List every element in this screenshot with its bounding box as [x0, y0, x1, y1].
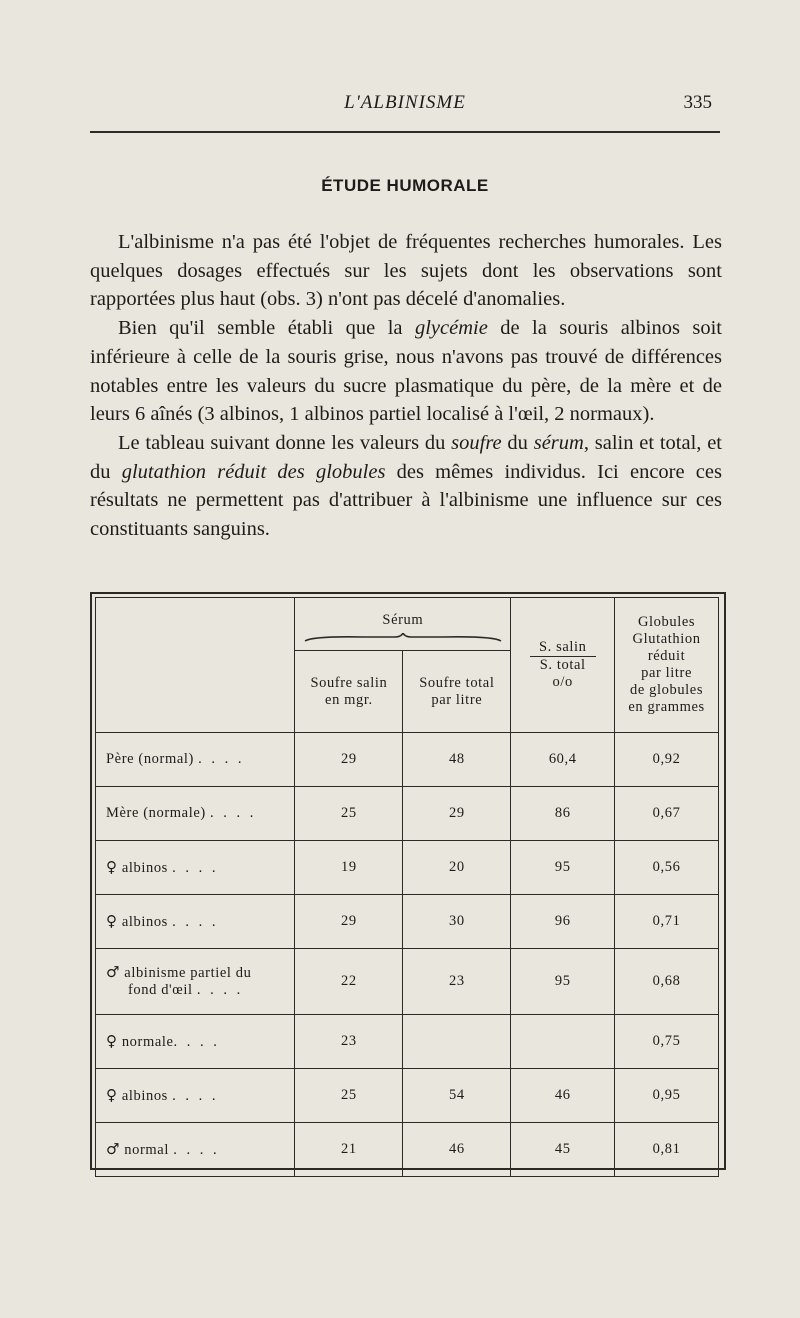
cell-ratio: 95 — [511, 949, 615, 1015]
cell-soufre-salin: 22 — [295, 949, 403, 1015]
male-icon: ♂ — [106, 1139, 121, 1158]
header-rule — [90, 131, 720, 133]
soufre-total-line-1: Soufre total — [419, 674, 495, 691]
table-row — [96, 895, 719, 949]
page-header — [90, 92, 720, 122]
table-row — [96, 733, 719, 787]
cell-soufre-total: 46 — [403, 1123, 511, 1177]
header-label-column — [96, 598, 295, 733]
cell-ratio — [511, 1015, 615, 1069]
globules-line-4: par litre — [641, 665, 692, 681]
globules-line-6: en grammes — [628, 699, 705, 715]
cell-ratio: 96 — [511, 895, 615, 949]
female-icon: ♀ — [106, 1085, 118, 1104]
table-row — [96, 1123, 719, 1177]
female-icon: ♀ — [106, 1031, 118, 1050]
cell-glutathion: 0,81 — [615, 1123, 719, 1177]
cell-soufre-total: 23 — [403, 949, 511, 1015]
male-icon: ♂ — [106, 963, 121, 981]
table-row — [96, 949, 719, 1015]
row-label-text: albinos — [121, 1087, 168, 1104]
female-icon: ♀ — [106, 911, 118, 930]
cell-soufre-total: 48 — [403, 733, 511, 787]
p2-text-a: Bien qu'il semble établi que la — [118, 317, 415, 340]
cell-soufre-salin: 29 — [295, 895, 403, 949]
cell-glutathion: 0,75 — [615, 1015, 719, 1069]
leader-dots: . . . . — [173, 1141, 220, 1158]
row-label-text-2: fond d'œil — [128, 982, 193, 998]
page-number: 335 — [683, 92, 712, 113]
ratio-unit: o/o — [552, 674, 573, 690]
cell-ratio: 60,4 — [511, 733, 615, 787]
section-title: ÉTUDE HUMORALE — [321, 176, 489, 195]
cell-soufre-total — [403, 1015, 511, 1069]
p3-term-glutathion: glutathion réduit des globules — [121, 460, 386, 483]
row-label — [96, 895, 295, 949]
data-table — [95, 597, 719, 1177]
header-globules — [615, 598, 719, 733]
cell-glutathion: 0,92 — [615, 733, 719, 787]
cell-soufre-salin: 23 — [295, 1015, 403, 1069]
leader-dots: . . . . — [172, 1087, 219, 1104]
soufre-total-line-2: par litre — [431, 691, 483, 708]
p3-term-serum: sérum — [533, 431, 584, 454]
leader-dots: . . . . — [198, 751, 245, 767]
row-label — [96, 1123, 295, 1177]
leader-dots: . . . . — [173, 1033, 220, 1050]
header-ratio — [511, 598, 615, 733]
cell-glutathion: 0,95 — [615, 1069, 719, 1123]
soufre-salin-line-1: Soufre salin — [310, 674, 388, 691]
cell-soufre-salin: 21 — [295, 1123, 403, 1177]
row-label-text: albinisme partiel du — [124, 965, 252, 981]
paragraph-3 — [90, 429, 722, 544]
cell-glutathion: 0,67 — [615, 787, 719, 841]
cell-soufre-salin: 25 — [295, 787, 403, 841]
paragraph-1: L'albinisme n'a pas été l'objet de fréquentes recherches humorales. Les quelques dosages effectués sur les sujets dont les observations sont rapportées plus haut (obs. 3) n'ont pas décelé d'anomalies. — [90, 231, 722, 311]
globules-line-2: Glutathion — [632, 631, 701, 647]
cell-soufre-salin: 19 — [295, 841, 403, 895]
row-label — [96, 841, 295, 895]
cell-ratio: 46 — [511, 1069, 615, 1123]
p3-term-soufre: soufre — [451, 431, 502, 454]
row-label-text: albinos — [121, 913, 168, 930]
p3-text-d: des mêmes individus. Ici encore ces résultats ne permettent pas d'attribuer à l'albinisme une influence sur ces constituants sanguins. — [90, 460, 722, 541]
table-row — [96, 1015, 719, 1069]
cell-ratio: 86 — [511, 787, 615, 841]
p3-text-a: Le tableau suivant donne les valeurs du — [118, 431, 452, 454]
p3-text-b: du — [501, 431, 534, 454]
leader-dots: . . . . — [172, 913, 219, 930]
row-label — [96, 949, 295, 1015]
brace-icon — [303, 633, 503, 643]
row-label-text: Mère (normale) — [106, 805, 206, 821]
leader-dots: . . . . — [210, 805, 257, 821]
serum-label: Sérum — [382, 612, 424, 628]
cell-glutathion: 0,68 — [615, 949, 719, 1015]
row-label — [96, 1015, 295, 1069]
soufre-salin-line-2: en mgr. — [325, 691, 373, 708]
cell-glutathion: 0,56 — [615, 841, 719, 895]
cell-soufre-salin: 29 — [295, 733, 403, 787]
header-soufre-salin — [295, 651, 403, 733]
female-icon: ♀ — [106, 857, 118, 876]
cell-soufre-total: 54 — [403, 1069, 511, 1123]
globules-line-3: réduit — [647, 648, 686, 664]
row-label-text: Père (normal) — [106, 751, 194, 767]
globules-line-5: de globules — [630, 682, 704, 698]
row-label — [96, 733, 295, 787]
row-label-text: normal — [124, 1141, 169, 1158]
table-row — [96, 787, 719, 841]
table-row — [96, 1069, 719, 1123]
cell-glutathion: 0,71 — [615, 895, 719, 949]
ratio-numerator: S. salin — [538, 639, 587, 655]
row-label — [96, 1069, 295, 1123]
paragraph-2 — [90, 314, 722, 429]
data-table-frame — [90, 592, 726, 1170]
cell-soufre-total: 29 — [403, 787, 511, 841]
cell-soufre-total: 20 — [403, 841, 511, 895]
cell-soufre-total: 30 — [403, 895, 511, 949]
p2-term-glycemie: glycémie — [414, 317, 488, 340]
p3-text-c: , salin et total, et du — [90, 431, 722, 483]
leader-dots: . . . . — [172, 859, 219, 876]
cell-ratio: 95 — [511, 841, 615, 895]
row-label-text: normale — [121, 1033, 174, 1050]
table-row — [96, 841, 719, 895]
row-label-text: albinos — [121, 859, 168, 876]
p2-text-b: de la souris albinos soit inférieure à celle de la souris grise, nous n'avons pas trouvé de différences notables entre les valeurs du sucre plasmatique du père, de la mère et de leurs 6 aînés (3 albinos, 1 albinos partiel localisé à l'œil, 2 normaux). — [90, 317, 722, 426]
header-serum — [295, 598, 511, 651]
ratio-denominator: S. total — [530, 656, 596, 674]
body-text — [90, 228, 722, 544]
globules-line-1: Globules — [637, 614, 696, 630]
header-soufre-total — [403, 651, 511, 733]
leader-dots: . . . . — [196, 982, 244, 998]
running-title: L'ALBINISME — [344, 92, 466, 113]
cell-soufre-salin: 25 — [295, 1069, 403, 1123]
row-label — [96, 787, 295, 841]
cell-ratio: 45 — [511, 1123, 615, 1177]
